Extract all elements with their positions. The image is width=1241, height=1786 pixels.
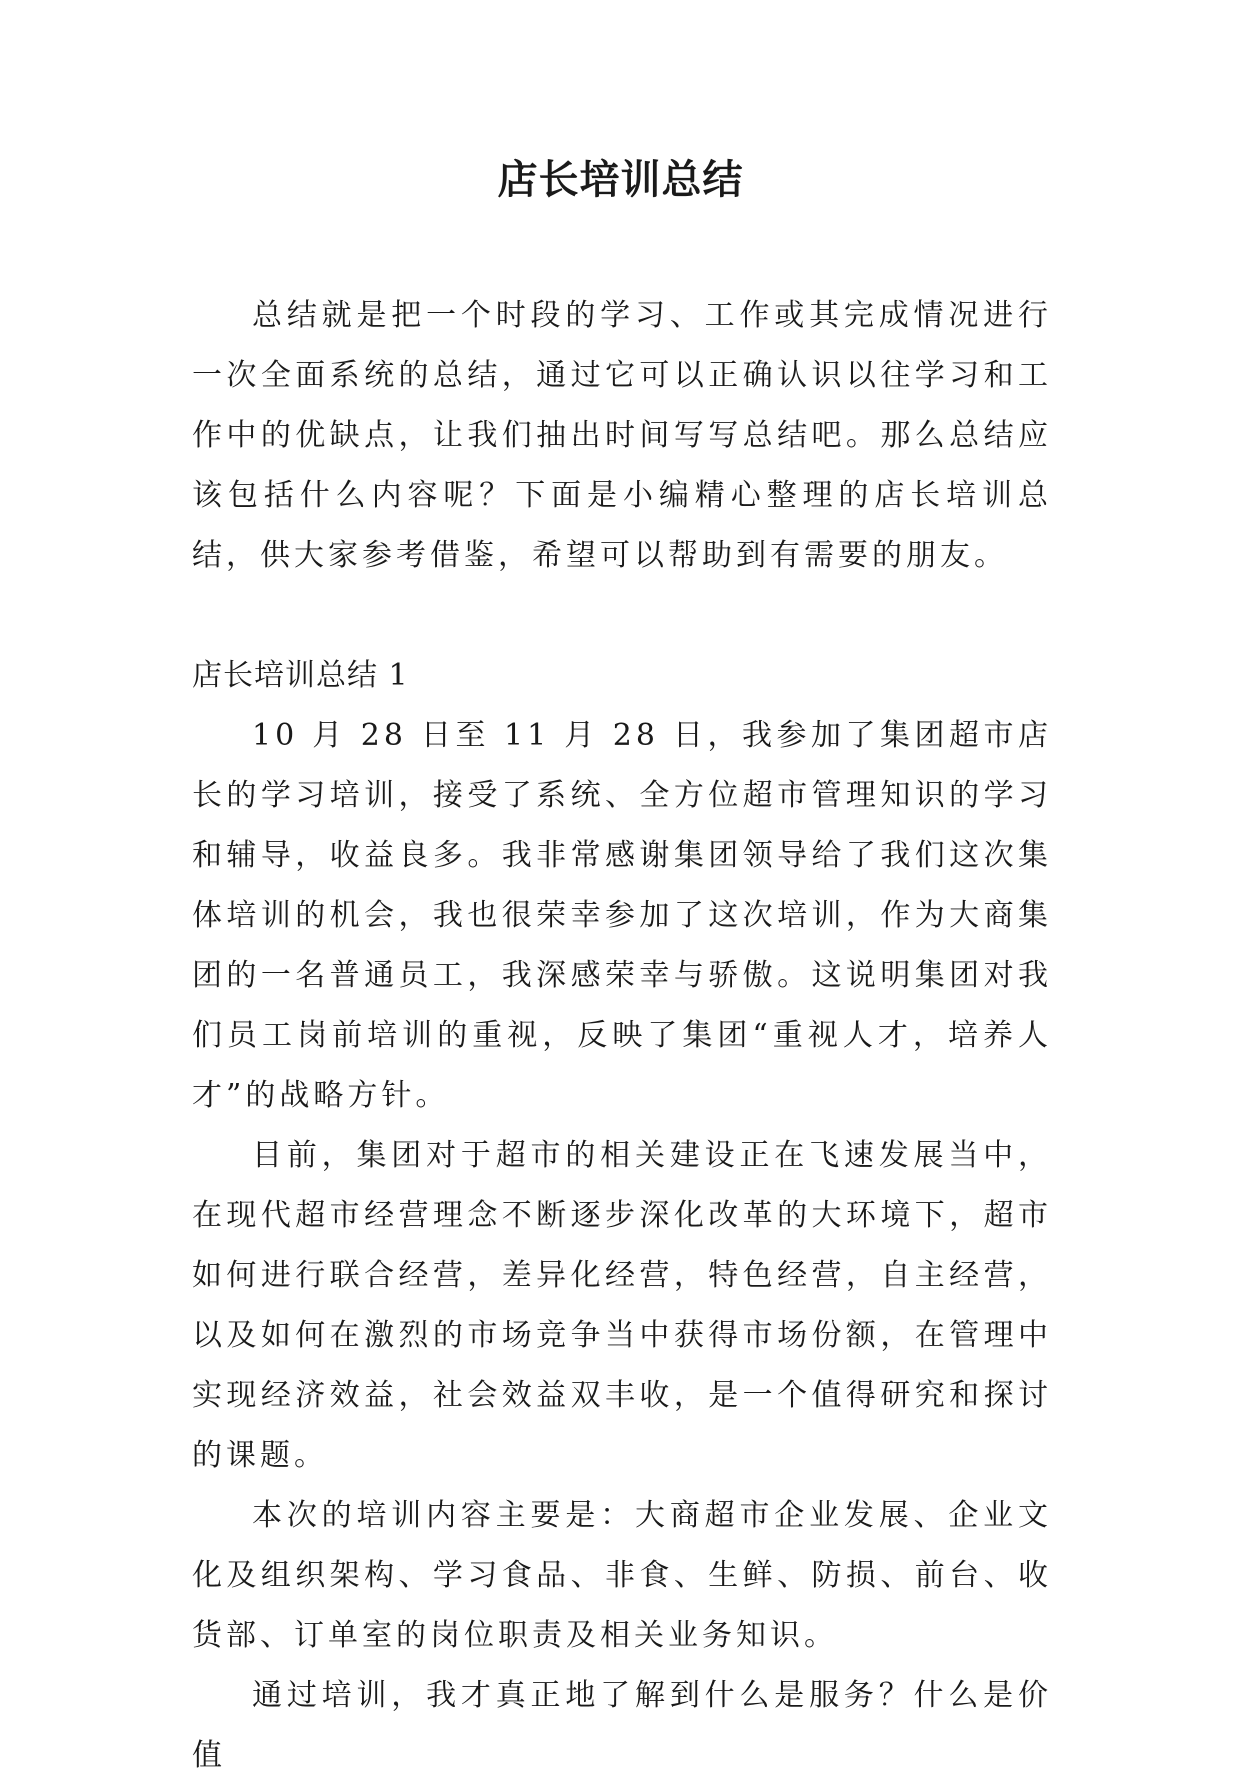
intro-paragraph: 总结就是把一个时段的学习、工作或其完成情况进行一次全面系统的总结，通过它可以正确认识以往学习和工作中的优缺点，让我们抽出时间写写总结吧。那么总结应该包括什么内容呢？下面是小编精心整理的店长培训总结，供大家参考借鉴，希望可以帮助到有需要的朋友。 (192, 298, 1052, 573)
body-paragraph-2: 目前，集团对于超市的相关建设正在飞速发展当中，在现代超市经营理念不断逐步深化改革的大环境下，超市如何进行联合经营，差异化经营，特色经营，自主经营，以及如何在激烈的市场竞争当中获得市场份额，在管理中实现经济效益，社会效益双丰收，是一个值得研究和探讨的课题。 (192, 1138, 1052, 1473)
document-body (192, 286, 1052, 1786)
section-heading: 店长培训总结 1 (192, 658, 409, 693)
body-paragraph-3: 本次的培训内容主要是：大商超市企业发展、企业文化及组织架构、学习食品、非食、生鲜、防损、前台、收货部、订单室的岗位职责及相关业务知识。 (192, 1498, 1052, 1653)
document-title: 店长培训总结 (497, 156, 744, 203)
body-paragraph-1: 10 月 28 日至 11 月 28 日，我参加了集团超市店长的学习培训，接受了系统、全方位超市管理知识的学习和辅导，收益良多。我非常感谢集团领导给了我们这次集体培训的机会，我也很荣幸参加了这次培训，作为大商集团的一名普通员工，我深感荣幸与骄傲。这说明集团对我们员工岗前培训的重视，反映了集团“重视人才，培养人才”的战略方针。 (192, 718, 1052, 1113)
body-paragraph-4: 通过培训，我才真正地了解到什么是服务？什么是价值 (192, 1678, 1052, 1773)
